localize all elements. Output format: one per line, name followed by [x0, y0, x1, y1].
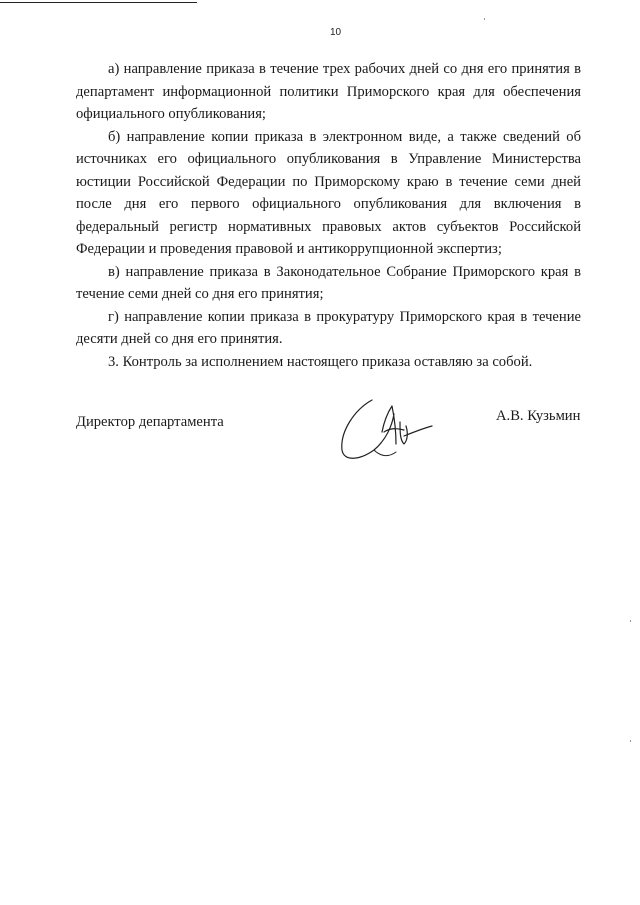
- page-number: 10: [330, 27, 342, 38]
- paragraph-v: в) направление приказа в Законодательное Собрание Приморского края в течение семи дней со дня его принятия;: [76, 263, 581, 302]
- scan-speck: [630, 620, 631, 622]
- paragraph-g: г) направление копии приказа в прокуратуру Приморского края в течение десяти дней со дня его принятия.: [76, 308, 581, 347]
- scan-speck: [630, 740, 631, 742]
- signatory-name: А.В. Кузьмин: [496, 408, 581, 424]
- paragraph-b: б) направление копии приказа в электронном виде, а также сведений об источниках его официального опубликования в Управление Министерства юстиции Российской Федерации по Приморскому краю в течение семи дней после дня его первого официального опубликования для включения в федеральный регистр нормативных правовых актов субъектов Российской Федерации и проведения правовой и антикоррупционной экспертиз;: [76, 128, 581, 257]
- handwritten-signature: [334, 392, 434, 467]
- signatory-position: Директор департамента: [76, 414, 224, 430]
- paragraph-control: 3. Контроль за исполнением настоящего приказа оставляю за собой.: [108, 353, 533, 370]
- paragraph-a: а) направление приказа в течение трех рабочих дней со дня его принятия в департамент информационной политики Приморского края для обеспечения официального опубликования;: [76, 61, 581, 122]
- scan-speck: [484, 18, 485, 20]
